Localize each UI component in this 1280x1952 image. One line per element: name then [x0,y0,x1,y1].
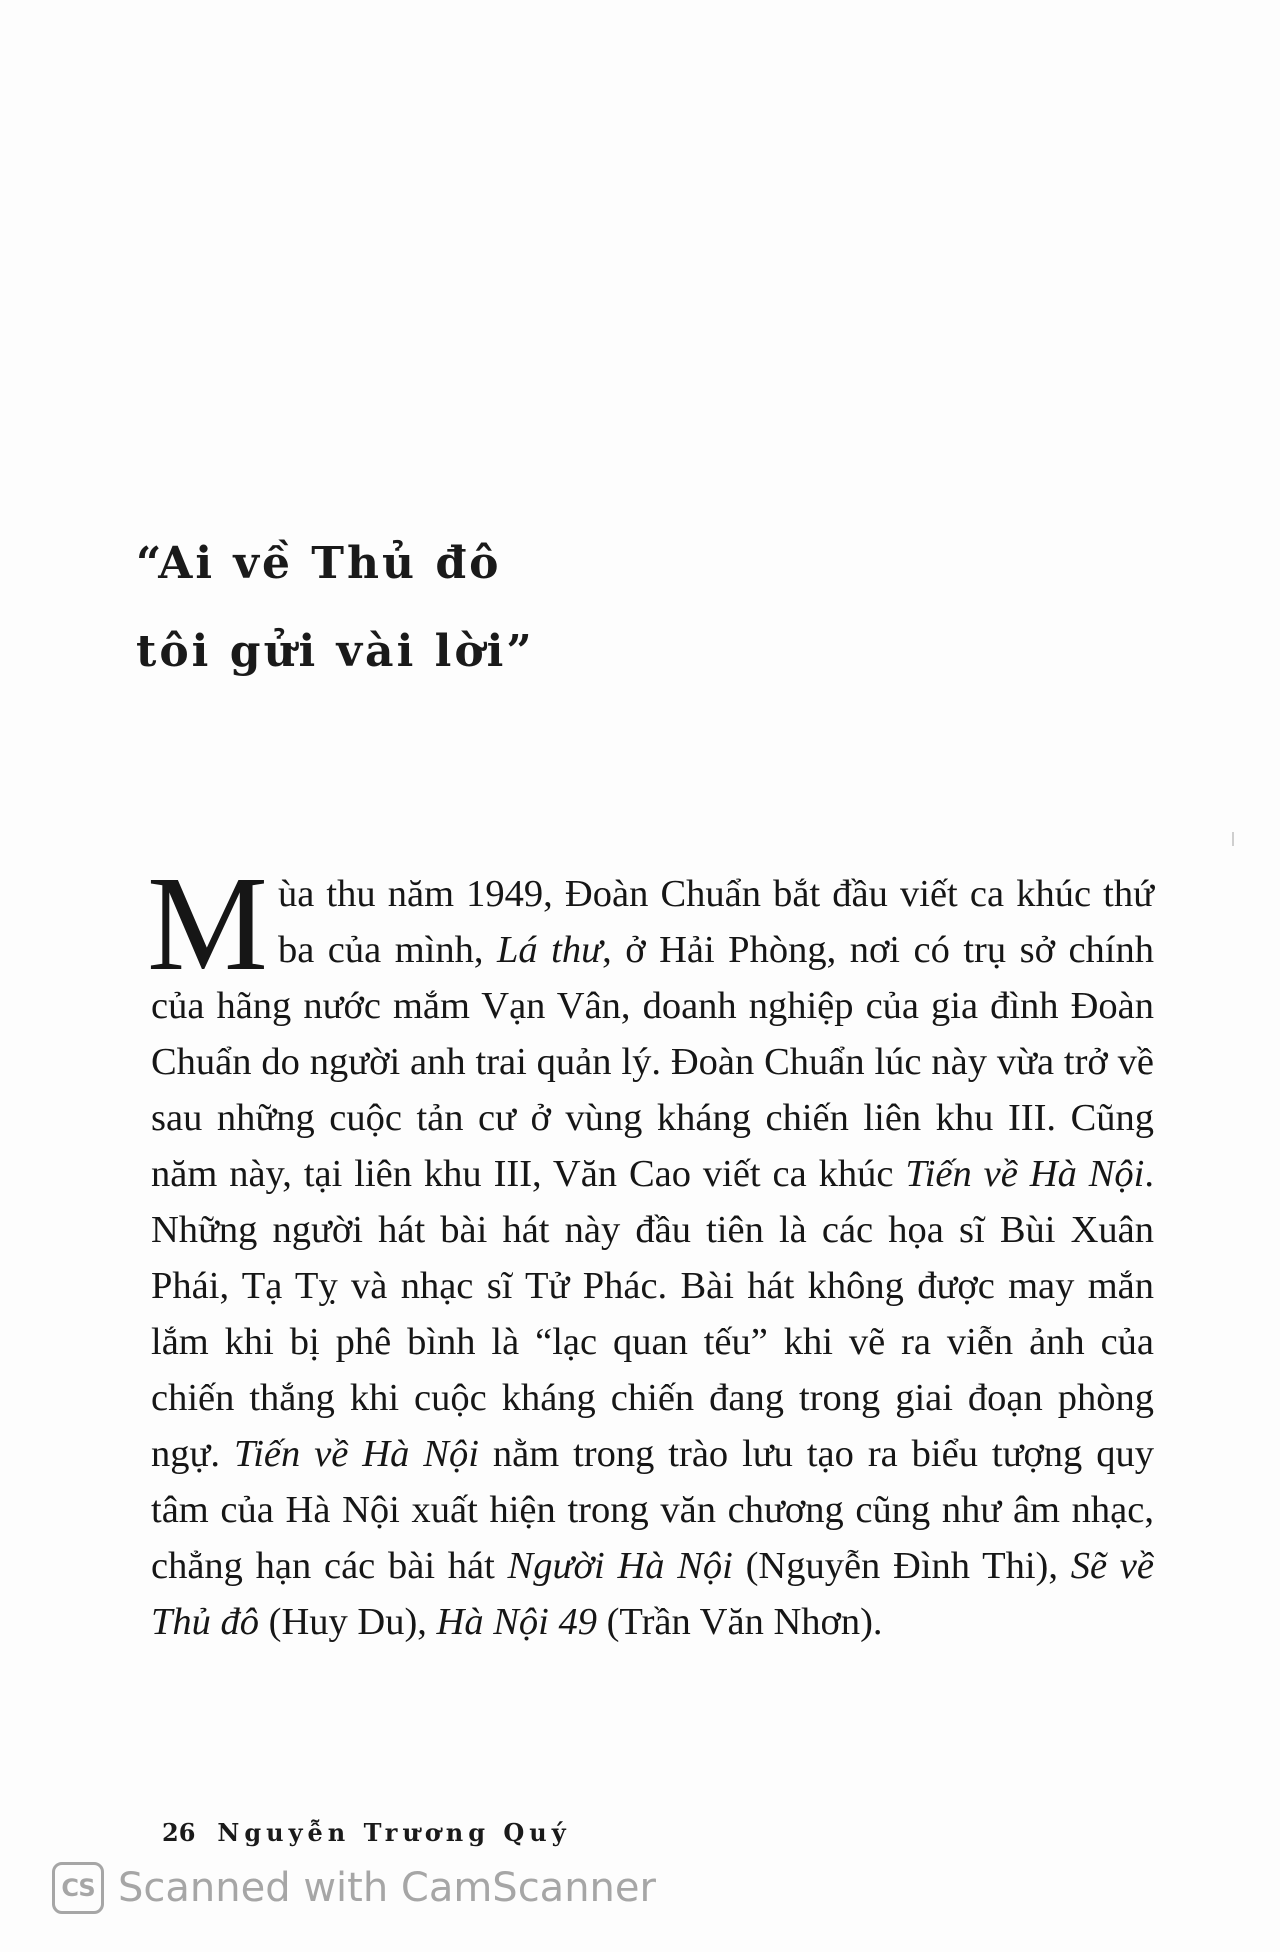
camscanner-logo-icon: CS [52,1862,104,1914]
body-segment: (Nguyễn Đình Thi), [732,1545,1071,1587]
drop-cap: M [147,849,268,999]
chapter-title-line-2: tôi gửi vài lời” [136,626,535,677]
song-title: Sẽ về Thủ đô [151,1545,1154,1643]
chapter-title [136,520,836,696]
song-title: Hà Nội 49 [436,1601,597,1643]
body-segment: (Trần Văn Nhơn). [596,1601,883,1643]
camscanner-watermark [52,1858,656,1918]
song-title: Người Hà Nội [507,1545,733,1587]
song-title: Tiến về Hà Nội [233,1433,479,1475]
body-segment: nằm trong trào lưu tạo ra biểu tượng quy tâm của Hà Nội xuất hiện trong văn chương cũng như âm nhạc, chẳng hạn các bài hát [151,1433,1154,1587]
author-name: Nguyễn Trương Quý [217,1818,571,1847]
page-footer [162,1818,571,1847]
body-segment: . Những người hát bài hát này đầu tiên là các họa sĩ Bùi Xuân Phái, Tạ Tỵ và nhạc sĩ Tử Phác. Bài hát không được may mắn lắm khi bị phê bình là “lạc quan tếu” khi vẽ ra viễn ảnh của chiến thắng khi cuộc kháng chiến đang trong giai đoạn phòng ngự. [151,1153,1154,1475]
scan-speck [1232,832,1234,846]
watermark-label: Scanned with CamScanner [118,1865,656,1911]
body-segment: ùa thu năm 1949, Đoàn Chuẩn bắt đầu viết ca khúc thứ ba của mình, [277,873,1154,971]
body-segment: (Huy Du), [259,1601,437,1643]
song-title: Tiến về Hà Nội [905,1153,1145,1195]
body-segment: , ở Hải Phòng, nơi có trụ sở chính của hãng nước mắm Vạn Vân, doanh nghiệp của gia đình Đoàn Chuẩn do người anh trai quản lý. Đoàn Chuẩn lúc này vừa trở về sau những cuộc tản cư ở vùng kháng chiến liên khu III. Cũng năm này, tại liên khu III, Văn Cao viết ca khúc [151,929,1154,1195]
body-paragraph [147,849,1154,1650]
chapter-title-line-1: “Ai về Thủ đô [136,538,502,589]
page-number: 26 [162,1818,196,1847]
song-title: Lá thư [496,929,603,971]
